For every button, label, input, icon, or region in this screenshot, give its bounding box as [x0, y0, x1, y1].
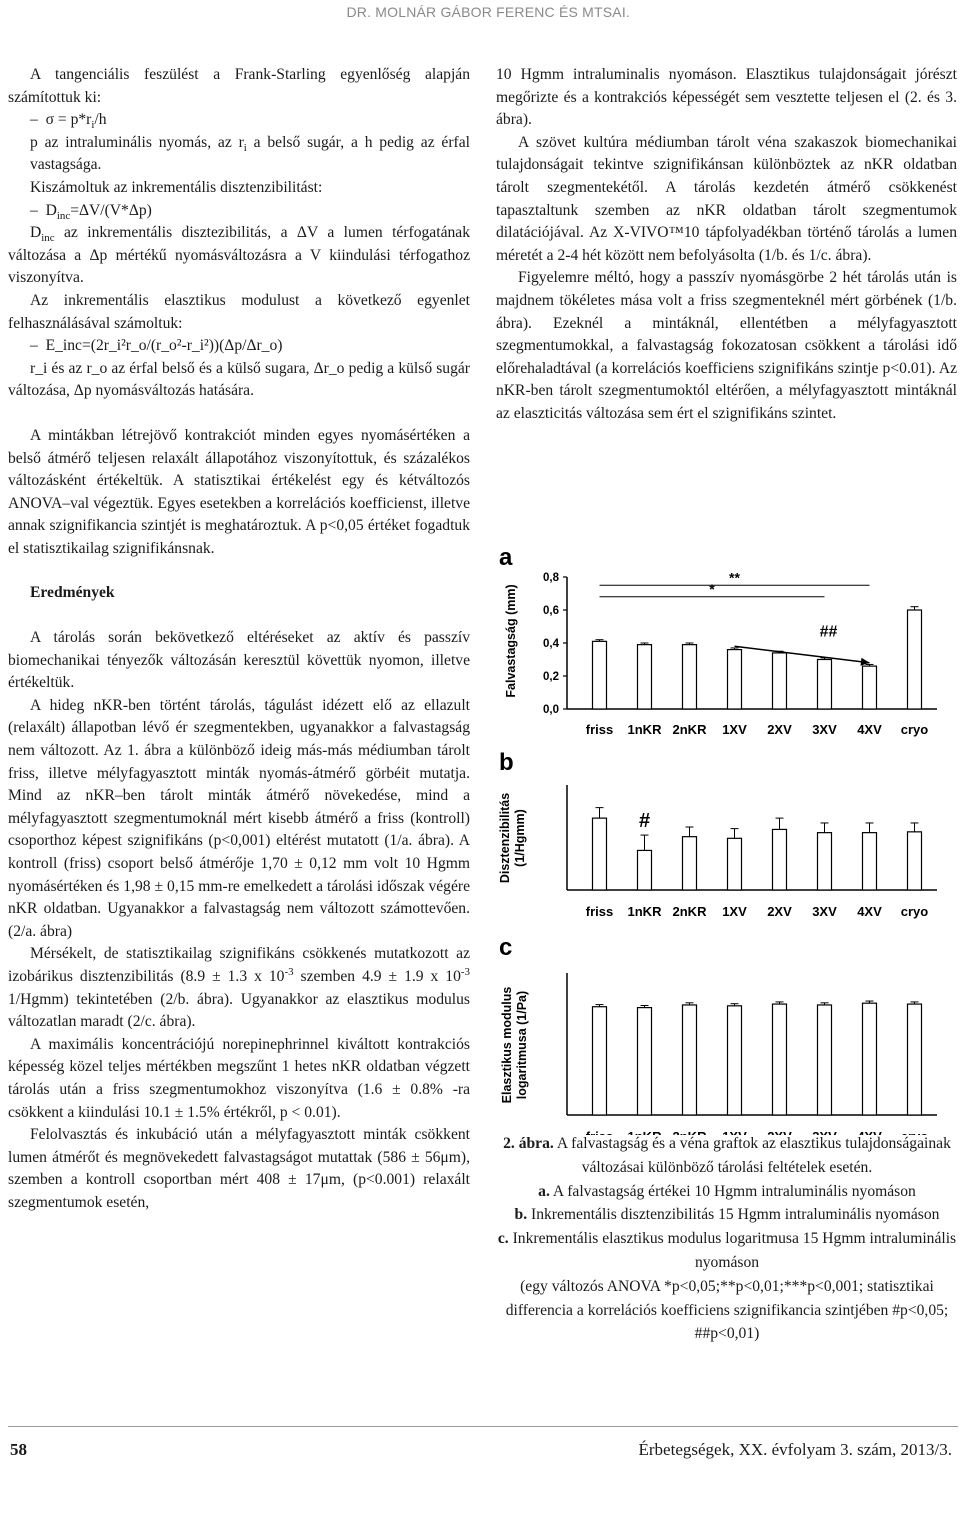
x-tick-label: 1nKR	[627, 722, 662, 737]
paragraph: Az inkrementális elasztikus modulust a következő egyenlet felhasználásával számoltuk:	[8, 291, 470, 332]
paragraph: r_i és az r_o az érfal belső és a külső sugara, Δr_o pedig a külső sugár változása, Δp nyomásváltozás hatására.	[8, 359, 470, 400]
figure-caption: 2. ábra. A falvastagság és a véna graftok az elasztikus tulajdonságainak változásai különböző tárolási feltételek esetén. a. A falvastagság értékei 10 Hgmm intraluminális nyomáson b. Inkrementális disztenzibilitás 15 Hgmm intraluminális nyomáson c. Inkrementális elasztikus modulus logaritmusa 15 Hgmm intraluminális nyomáson (egy változós ANOVA *p<0,05;**p<0,01;***p<0,001; statisztikai differencia a korrelációs koefficiens szignifikancia szintjében #p<0,05; ##p<0,01)	[497, 1135, 957, 1343]
bar-1nKR	[638, 1008, 652, 1115]
bar-3XV	[818, 660, 832, 710]
bar-friss	[593, 1007, 607, 1115]
paragraph: Mérsékelt, de statisztikailag szignifikáns csökkenés mutatkozott az izobárikus disztenzibilitás (8.9 ± 1.3 x $10^{-3}$ szemben 4.9 ± 1.9 x $10^{-3}$ 1/Hgmm) tekintetében (2/b. ábra). Ugyanakkor az elasztikus modulus változatlan maradt (2/c. ábra).	[8, 945, 470, 1031]
paragraph: A hideg nKR-ben történt tárolás, tágulást idézett elő az ellazult (relaxált) állapotban lévő ér szegmentekben, ugyanakkor a falvastagság nem változott. Az 1. ábra a különböző ideig más-más médiumban tárolt friss, illetve mélyfagyasztott minták nyomás-átmérő görbéit mutatja. Mind az nKR–ben tárolt minták átmérő növekedése, mind a mélyfagyasztott szegmentumoknál mért kisebb átmérő a friss (kontroll) csoporthoz képest szignifikáns (p<0,001) eltérést mutatott (1/a. ábra). A kontroll (friss) csoport belső átmérője 1,70 ± 0,12 mm volt 10 Hgmm nyomásértéken és 1,98 ± 0,15 mm-re emelkedett a tárolási időszak végére nKR oldatban. Ugyanakkor a falvastagság nem változott számottevően. (2/a. ábra)	[8, 696, 470, 940]
y-tick-label: 0,6	[543, 605, 559, 617]
paragraph: Figyelemre méltó, hogy a passzív nyomásgörbe 2 hét tárolás után is majdnem tökéletes mása volt a friss szegmenteknél mért görbének (1/b. ábra). Ezeknél a mintáknál, ellentétben a mélyfagyasztott szegmentumokkal, a falvastagság fokozatosan csökkent a tárolási idő előrehaladtával (a korrelációs koefficiens szignifikáns szintje p<0.01). Az nKR-ben tárolt szegmentumoktól eltérően, a mélyfagyasztott mintáknál az elaszticitás változása sem ért el szignifikáns szintet.	[496, 269, 957, 422]
bar-1XV	[728, 650, 742, 709]
y-tick-label: 0,8	[543, 572, 559, 584]
paragraph: A mintákban létrejövő kontrakciót minden egyes nyomásértéken a belső átmérő teljesen relaxált állapotához viszonyítottuk, és százalékos változásként értékeltük. A statisztikai értékelést egy és kétváltozós ANOVA–val végeztük. Egyes esetekben a korrelációs koefficienst, illetve annak szignifikancia szintjét is meghatároztuk. A p<0,05 értéket fogadtuk el statisztikailag szignifikánsnak.	[8, 426, 470, 557]
formula-distensibility: – $D_{inc}=\Delta V/(V*\Delta p)$	[30, 201, 152, 222]
x-tick-label: 1nKR	[627, 904, 662, 919]
y-axis-title: Disztenzibilitás(1/Hgmm)	[498, 792, 527, 884]
left-column	[8, 64, 470, 1215]
paragraph: A tangenciális feszülést a Frank-Starling egyenlőség alapján számítottuk ki:	[8, 66, 470, 106]
bar-4XV	[863, 666, 877, 709]
y-tick-label: 0,2	[543, 671, 559, 683]
bar-1XV	[728, 838, 742, 890]
page-number: 58	[10, 1440, 27, 1459]
x-tick-label: 1XV	[722, 722, 747, 737]
paragraph: Felolvasztás és inkubáció után a mélyfagyasztott minták csökkent lumen átmérőt és megnövekedett falvastagságot mutattak (586 ± 56μm), szemben a kontroll csoportban mért 408 ± 17μm, (p<0.001) relaxált szegmentumok esetén,	[8, 1126, 470, 1211]
y-axis-title: Falvastagság (mm)	[504, 584, 518, 698]
bar-cryo	[908, 832, 922, 890]
significance-mark: *	[709, 580, 715, 597]
paragraph: A maximális koncentrációjú norepinephrinnel kiváltott kontrakciós képesség közel teljes mértékben megszűnt 1 hetes nKR oldatban végzett tárolás után a friss szegmentumokhoz viszonyítva (1.6 ± 0.8% -ra csökkent a kiindulási 10.1 ± 1.5% értékről, p < 0.01).	[8, 1035, 470, 1121]
bar-cryo	[908, 1004, 922, 1115]
bar-1nKR	[638, 850, 652, 890]
bar-2nKR	[683, 1005, 697, 1115]
formula-modulus: – E_inc=(2r_i²r_o/(r_o²-r_i²))(Δp/Δr_o)	[30, 337, 283, 355]
x-tick-label: 1XV	[722, 904, 747, 919]
bar-2XV	[773, 829, 787, 890]
bar-1XV	[728, 1006, 742, 1115]
bar-cryo	[908, 610, 922, 709]
paragraph: 10 Hgmm intraluminalis nyomáson. Elasztikus tulajdonságait jórészt megőrizte és a kontrakciós képességét sem vesztette teljesen el (2. és 3. ábra).	[496, 66, 957, 129]
section-heading: Eredmények	[30, 584, 115, 602]
significance-mark: #	[638, 810, 651, 833]
journal-footer: Érbetegségek, XX. évfolyam 3. szám, 2013/3.	[638, 1440, 952, 1459]
figure-2	[497, 545, 957, 1535]
significance-mark: ##	[819, 623, 838, 641]
bar-3XV	[818, 1005, 832, 1115]
x-tick-label: cryo	[900, 904, 929, 919]
paragraph: A tárolás során bekövetkező eltéréseket az aktív és passzív biomechanikai tényezők változásán keresztül követtük nyomon, illetve értékeltük.	[8, 629, 470, 692]
y-tick-label: 0,0	[543, 704, 559, 716]
bar-2nKR	[683, 645, 697, 709]
bar-2XV	[773, 653, 787, 709]
panel-label-c: c	[499, 934, 513, 961]
y-axis-title: Elasztikus moduluslogaritmusa (1/Pa)	[500, 986, 529, 1104]
bar-2nKR	[683, 837, 697, 890]
running-header: DR. MOLNÁR GÁBOR FERENC ÉS MTSAI.	[346, 4, 630, 20]
x-tick-label: 2XV	[767, 722, 792, 737]
x-tick-label: 2nKR	[672, 722, 707, 737]
right-column	[496, 64, 957, 426]
bar-4XV	[863, 833, 877, 890]
x-tick-label: 3XV	[812, 904, 837, 919]
formula-stress: – $\sigma = p*r_i/h$	[30, 111, 107, 132]
x-tick-label: 2nKR	[672, 904, 707, 919]
paragraph: p az intraluminális nyomás, az $r_i$ a belső sugár, a h pedig az érfal vastagsága.	[30, 133, 470, 174]
figure-2-charts	[497, 545, 957, 1135]
bar-4XV	[863, 1003, 877, 1115]
bar-3XV	[818, 833, 832, 890]
x-tick-label: 3XV	[812, 722, 837, 737]
paragraph: Kiszámoltuk az inkrementális disztenzibilitást:	[30, 178, 323, 196]
x-tick-label: cryo	[900, 722, 929, 737]
bar-friss	[593, 641, 607, 709]
trend-line	[735, 646, 870, 663]
significance-mark: **	[729, 569, 740, 586]
bar-2XV	[773, 1004, 787, 1115]
bar-1nKR	[638, 645, 652, 709]
footer-divider	[8, 1426, 958, 1427]
panel-label-a: a	[499, 545, 513, 571]
x-tick-label: 2XV	[767, 904, 792, 919]
y-tick-label: 0,4	[543, 638, 559, 650]
paragraph: $D_{inc}$ az inkrementális disztezibilitás, a ΔV a lumen térfogatának változása a Δp mértékű nyomásváltozásra a V kiindulási térfogathoz viszonyítva.	[8, 224, 470, 287]
bar-friss	[593, 818, 607, 890]
panel-label-b: b	[499, 749, 514, 776]
x-tick-label: friss	[585, 722, 614, 737]
x-tick-label: friss	[585, 904, 614, 919]
x-tick-label: 4XV	[857, 904, 882, 919]
paragraph: A szövet kultúra médiumban tárolt véna szakaszok biomechanikai tulajdonságait tekintve szignifikánsan különböztek az nKR oldatban tárolt szegmentekétől. A tárolás kezdetén átmérő csökkenést tapasztaltunk szemben az nKR oldatban tárolt szegmentumok dilatációjával. Az X-VIVO™10 tápfolyadékban történő tárolás a lumen méretét a 2-4 hét között nem befolyásolta (1/b. és 1/c. ábra).	[496, 133, 957, 264]
x-tick-label: 4XV	[857, 722, 882, 737]
